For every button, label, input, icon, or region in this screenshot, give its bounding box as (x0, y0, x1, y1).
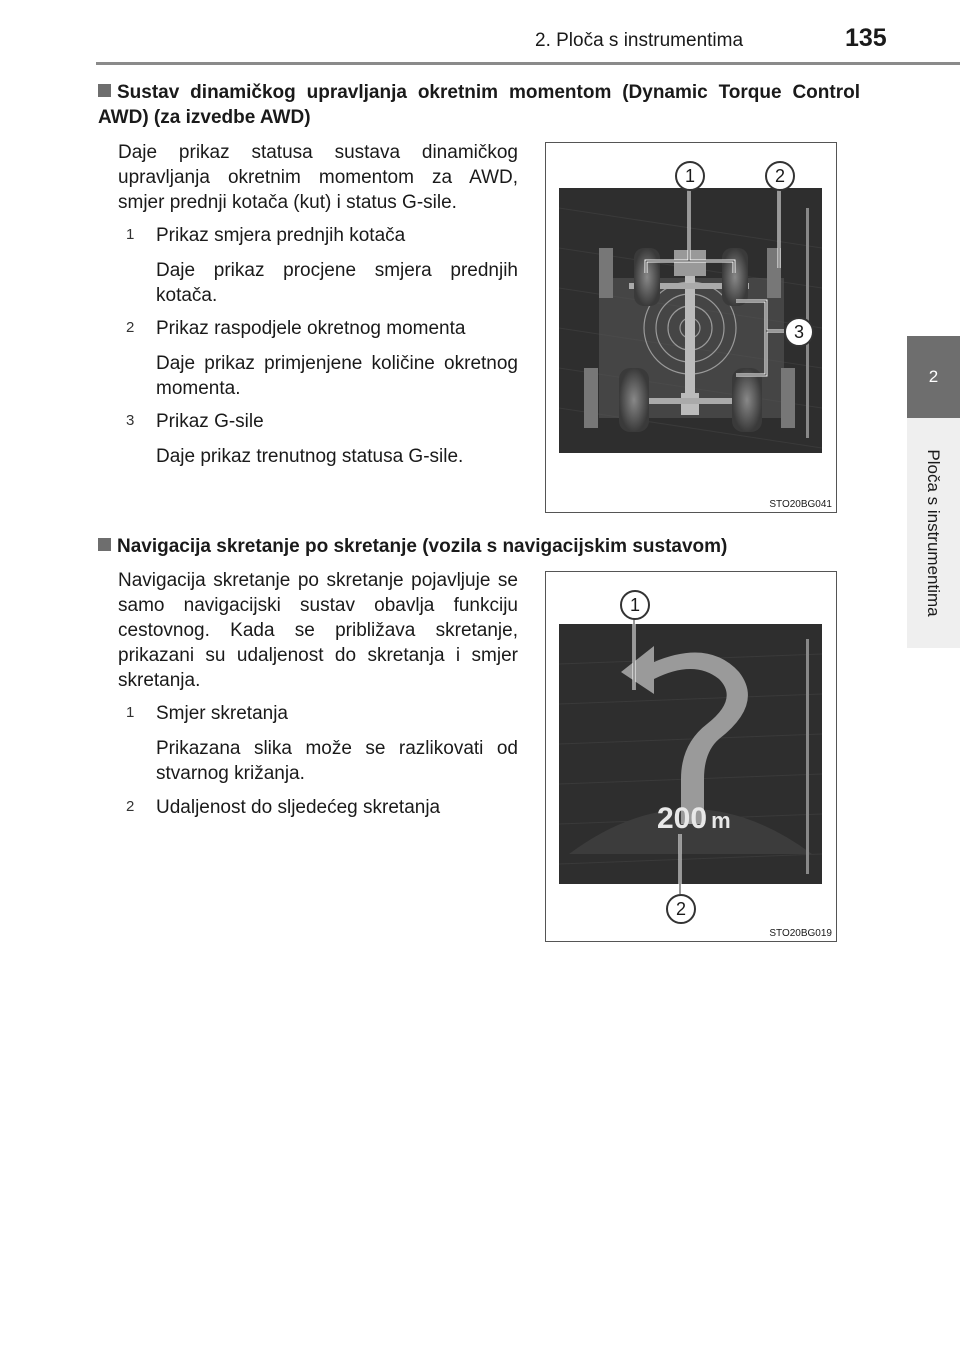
header-rule (96, 62, 960, 65)
distance-value: 200 (657, 802, 708, 835)
awd-figure (545, 142, 837, 513)
figure-code: STO20BG041 (769, 499, 832, 510)
section1-heading (98, 80, 860, 130)
item-title: Udaljenost do sljedećeg skretanja (156, 797, 441, 818)
callout-3: 3 (784, 317, 814, 347)
navigation-leader-lines (546, 572, 836, 941)
item-number: 2 (126, 798, 135, 815)
item-title: Prikaz G-sile (156, 411, 264, 432)
section2-intro: Navigacija skretanje po skretanje pojavljuje se samo navigacijski sustav obavlja funkciju cestovnog. Kada se približava skretanje, prikazani su udaljenost do skretanja i smjer skretanja. (118, 570, 518, 691)
page-number: 135 (845, 24, 887, 52)
navigation-figure (545, 571, 837, 942)
side-tab-number: 2 (907, 336, 960, 418)
bullet-square-icon (98, 84, 111, 97)
section1-intro: Daje prikaz statusa sustava dinamičkog upravljanja okretnim momentom za AWD, smjer prednji kotača (kut) i status G-sile. (118, 142, 518, 213)
item-number: 1 (126, 704, 135, 721)
item-desc: Prikazana slika može se razlikovati od stvarnog križanja. (156, 738, 518, 784)
item-number: 3 (126, 412, 135, 429)
item-number: 2 (126, 319, 135, 336)
callout-1: 1 (675, 161, 705, 191)
distance-unit: m (711, 808, 731, 833)
side-tab-label: Ploča s instrumentima (924, 449, 943, 617)
item-number: 1 (126, 226, 135, 243)
callout-1: 1 (620, 590, 650, 620)
section1-heading-text: Sustav dinamičkog upravljanja okretnim momentom (Dynamic Torque Control AWD) (za izvedbe AWD) (98, 82, 860, 128)
item-title: Smjer skretanja (156, 703, 288, 724)
section2-heading-text: Navigacija skretanje po skretanje (vozila s navigacijskim sustavom) (117, 536, 728, 557)
chapter-title: 2. Ploča s instrumentima (535, 30, 744, 51)
section2-heading (98, 534, 860, 559)
bullet-square-icon (98, 538, 111, 551)
item-desc: Daje prikaz procjene smjera prednjih kotača. (156, 260, 518, 306)
item-desc: Daje prikaz trenutnog statusa G-sile. (156, 446, 464, 467)
item-title: Prikaz raspodjele okretnog momenta (156, 318, 466, 339)
figure-code: STO20BG019 (769, 928, 832, 939)
item-desc: Daje prikaz primjenjene količine okretnog momenta. (156, 353, 518, 399)
callout-2: 2 (765, 161, 795, 191)
callout-2: 2 (666, 894, 696, 924)
item-title: Prikaz smjera prednjih kotača (156, 225, 406, 246)
